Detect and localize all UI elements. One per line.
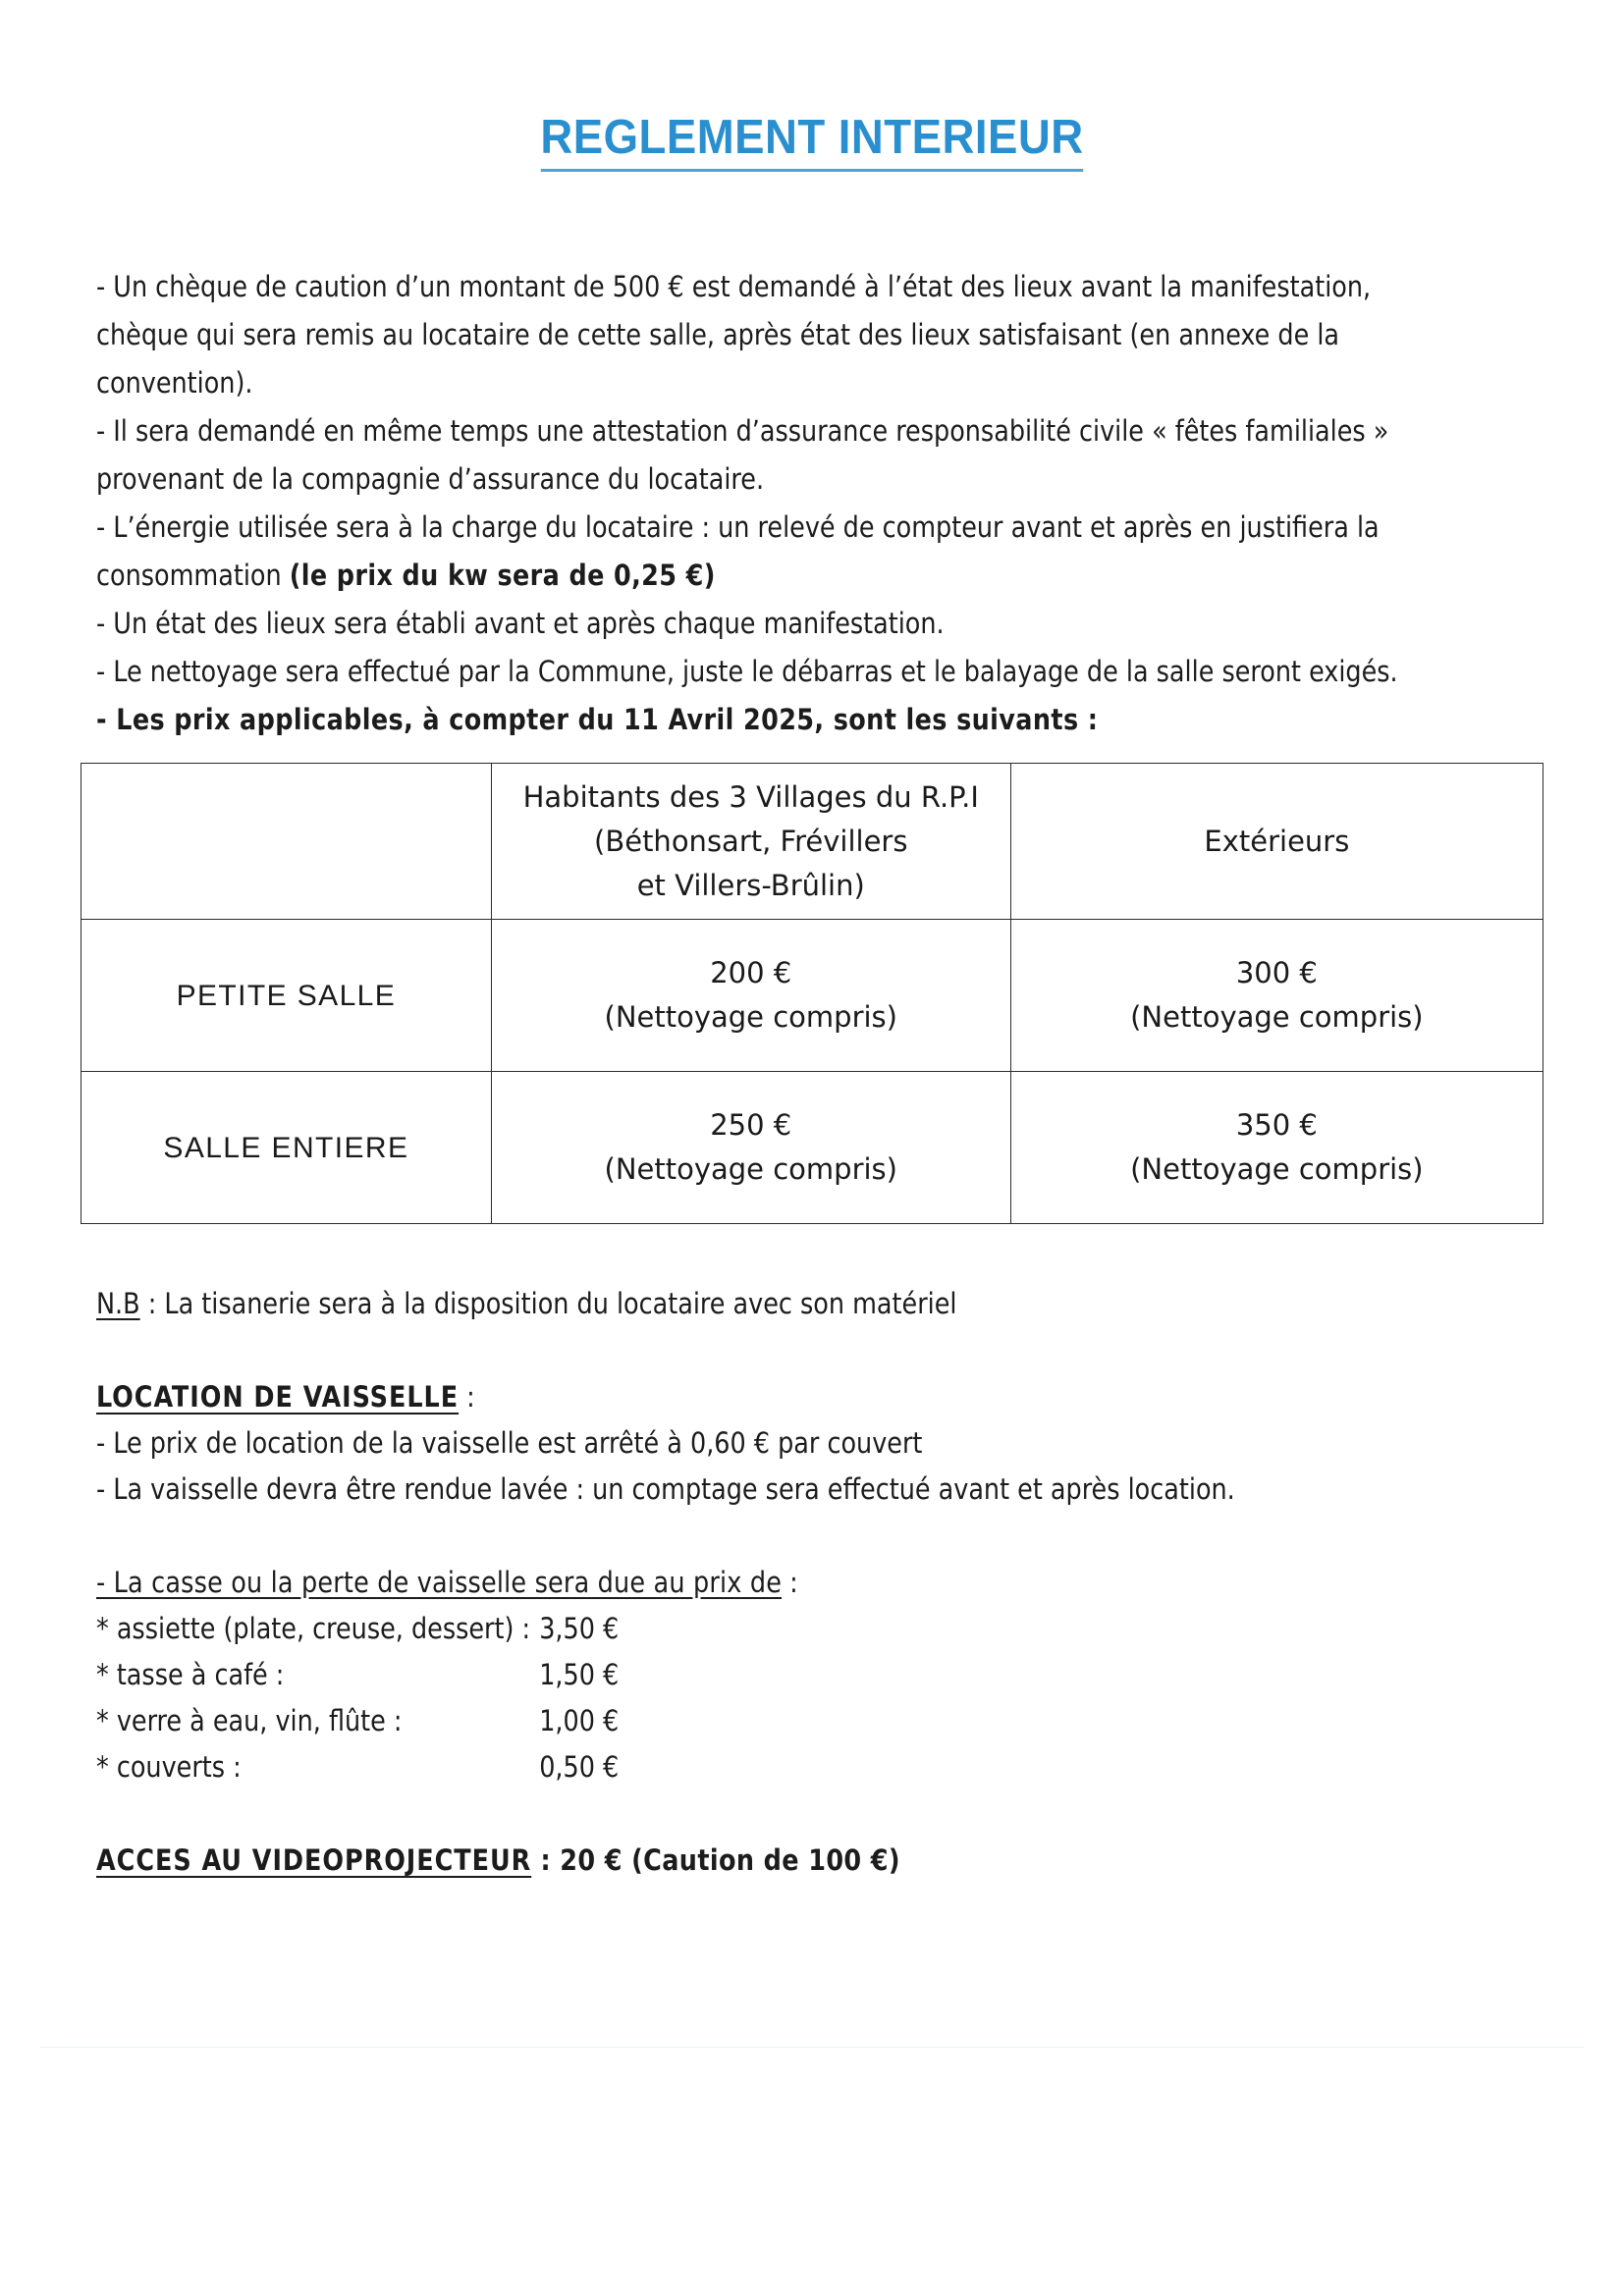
row-label-petite-salle: PETITE SALLE: [81, 920, 492, 1072]
rule-energie-line2: [96, 552, 1482, 600]
casse-item-price: 3,50 €: [539, 1612, 620, 1645]
kw-price-bold: (le prix du kw sera de 0,25 €): [289, 559, 716, 592]
casse-item-label: * verre à eau, vin, flûte :: [96, 1704, 403, 1737]
rule-assurance-line2: provenant de la compagnie d’assurance du locataire.: [96, 462, 765, 496]
intro-rules-block: [96, 263, 1540, 744]
casse-item-price: 0,50 €: [539, 1750, 620, 1784]
rule-caution-line2: chèque qui sera remis au locataire de cette salle, après état des lieux satisfaisant (en annexe de la: [96, 318, 1340, 351]
page-title-text: REGLEMENT INTERIEUR: [540, 111, 1083, 172]
price-value: 350 €: [1235, 1108, 1318, 1142]
row-label-salle-entiere: SALLE ENTIERE: [81, 1072, 492, 1224]
vaisselle-heading-colon: :: [459, 1380, 475, 1414]
rule-assurance-line1: - Il sera demandé en même temps une attestation d’assurance responsabilité civile « fêtes familiales »: [96, 414, 1389, 448]
scan-edge-line: [39, 2047, 1585, 2048]
rule-energie-line1: - L’énergie utilisée sera à la charge du locataire : un relevé de compteur avant et après en justifiera la: [96, 510, 1380, 544]
casse-item-label: * couverts :: [96, 1750, 242, 1784]
lower-sections: [96, 1281, 1540, 1884]
vaisselle-section-heading: [96, 1374, 1482, 1420]
rpi-header-line3: et Villers-Brûlin): [636, 868, 865, 902]
casse-heading-text: - La casse ou la perte de vaisselle sera due au prix de: [96, 1566, 783, 1599]
rule-nettoyage: - Le nettoyage sera effectué par la Commune, juste le débarras et le balayage de la salle seront exigés.: [96, 655, 1398, 688]
cell-petite-salle-exterieurs: [1010, 920, 1543, 1072]
rule-prix-applicables: - Les prix applicables, à compter du 11 Avril 2025, sont les suivants :: [96, 703, 1099, 736]
table-corner-cell: [81, 764, 492, 920]
casse-item-label: * assiette (plate, creuse, dessert) :: [96, 1612, 531, 1645]
casse-heading-colon: :: [782, 1566, 798, 1599]
rule-etat-des-lieux: - Un état des lieux sera établi avant et après chaque manifestation.: [96, 607, 945, 640]
casse-heading: [96, 1560, 1482, 1606]
price-table: [81, 763, 1543, 1224]
vaisselle-rule-2: - La vaisselle devra être rendue lavée : un comptage sera effectué avant et après location.: [96, 1472, 1235, 1506]
table-row: [81, 1072, 1543, 1224]
casse-item-label: * tasse à café :: [96, 1658, 285, 1691]
price-note: (Nettoyage compris): [604, 1000, 897, 1034]
cell-petite-salle-rpi: [491, 920, 1010, 1072]
list-item: [96, 1606, 1482, 1652]
consommation-label: consommation: [96, 559, 290, 592]
nb-note: [96, 1281, 1482, 1327]
rpi-header-line2: (Béthonsart, Frévillers: [594, 824, 908, 858]
casse-item-price: 1,50 €: [539, 1658, 620, 1691]
videoprojecteur-heading-text: ACCES AU VIDEOPROJECTEUR: [96, 1843, 532, 1877]
list-item: [96, 1744, 1482, 1790]
rpi-header-line1: Habitants des 3 Villages du R.P.I: [522, 779, 979, 814]
table-row: [81, 920, 1543, 1072]
price-note: (Nettoyage compris): [1130, 1152, 1424, 1186]
price-value: 300 €: [1235, 956, 1318, 989]
table-header-rpi: [491, 764, 1010, 920]
price-note: (Nettoyage compris): [604, 1152, 897, 1186]
list-item: [96, 1652, 1482, 1698]
cell-salle-entiere-exterieurs: [1010, 1072, 1543, 1224]
price-value: 200 €: [710, 956, 792, 989]
page-title: [57, 110, 1567, 165]
spacer: [96, 1790, 1540, 1838]
spacer: [96, 1513, 1540, 1560]
price-value: 250 €: [710, 1108, 792, 1142]
vaisselle-rule-1: - Le prix de location de la vaisselle est arrêté à 0,60 € par couvert: [96, 1426, 923, 1460]
table-header-exterieurs: Extérieurs: [1010, 764, 1543, 920]
rule-caution-line1: - Un chèque de caution d’un montant de 500 € est demandé à l’état des lieux avant la manifestation,: [96, 270, 1372, 303]
casse-item-price: 1,00 €: [539, 1704, 620, 1737]
vaisselle-heading-text: LOCATION DE VAISSELLE: [96, 1380, 460, 1414]
table-header-row: [81, 764, 1543, 920]
rule-caution-line3: convention).: [96, 366, 253, 400]
cell-salle-entiere-rpi: [491, 1072, 1010, 1224]
nb-label: N.B: [96, 1287, 140, 1320]
nb-text: : La tisanerie sera à la disposition du locataire avec son matériel: [139, 1287, 957, 1320]
videoprojecteur-price-text: : 20 € (Caution de 100 €): [531, 1843, 900, 1877]
videoprojecteur-section: [96, 1838, 1482, 1884]
list-item: [96, 1698, 1482, 1744]
spacer: [96, 1327, 1540, 1374]
price-note: (Nettoyage compris): [1130, 1000, 1424, 1034]
